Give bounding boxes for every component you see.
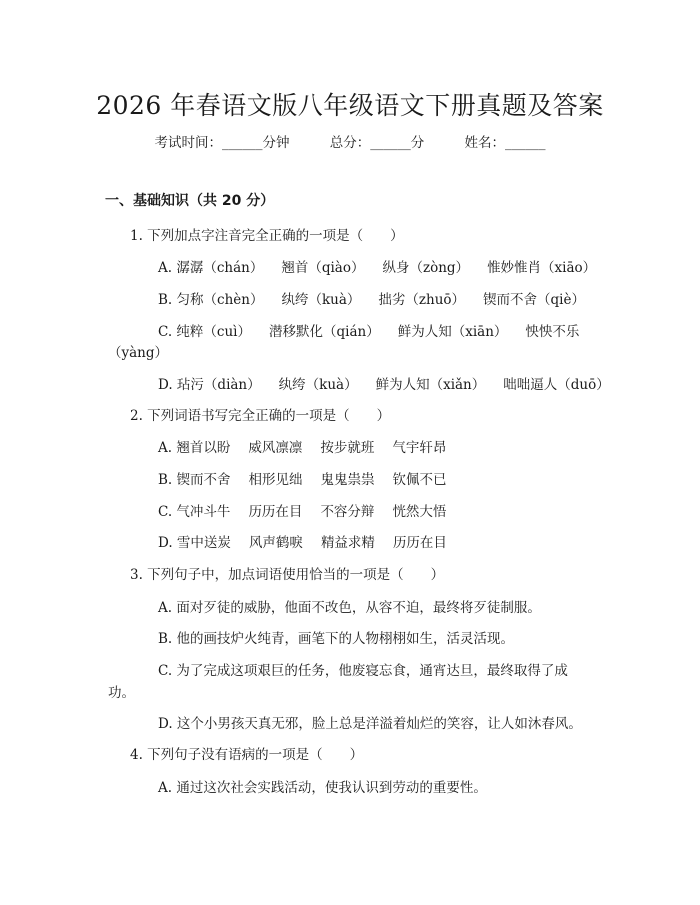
option-item: 翘首（qiào） [281, 260, 365, 276]
option-item: 拙劣（zhuō） [378, 292, 466, 308]
option-item: 威风凛凛 [248, 440, 303, 456]
section-heading: 一、基础知识（共 20 分） [105, 193, 275, 209]
option-item: 鲜为人知（xiǎn） [375, 377, 486, 393]
option-item: 纵身（zòng） [382, 260, 470, 276]
option-item: 按步就班 [320, 440, 375, 456]
option-item: 钦佩不已 [392, 472, 447, 488]
total-score-field: 总分：______分 [329, 135, 425, 151]
option-item: 气宇轩昂 [392, 440, 447, 456]
question-1-option-c [158, 320, 579, 340]
option-item: 纨绔（kuà） [278, 377, 358, 393]
option-item: D. 玷污（diàn） [158, 377, 261, 393]
question-1-stem: 1. 下列加点字注音完全正确的一项是（ ） [130, 228, 404, 244]
question-2-option-c [158, 500, 446, 520]
question-2-stem: 2. 下列词语书写完全正确的一项是（ ） [130, 408, 391, 424]
option-item: A. 潺潺（chán） [158, 260, 264, 276]
option-item: D. 雪中送炭 [158, 535, 231, 551]
question-3-option-d: D. 这个小男孩天真无邪，脸上总是洋溢着灿烂的笑容，让人如沐春风。 [158, 716, 582, 732]
question-3-option-a: A. 面对歹徒的威胁，他面不改色，从容不迫，最终将歹徒制服。 [158, 600, 541, 616]
question-2-option-b [158, 468, 447, 488]
option-item: 历历在目 [392, 535, 447, 551]
option-item: 咄咄逼人（duō） [503, 377, 610, 393]
option-item: B. 匀称（chèn） [158, 292, 264, 308]
option-item: 潜移默化（qián） [269, 324, 380, 340]
question-3-option-b: B. 他的画技炉火纯青，画笔下的人物栩栩如生，活灵活现。 [158, 631, 515, 647]
option-item: 精益求精 [320, 535, 375, 551]
option-item: 纨绔（kuà） [281, 292, 361, 308]
option-item: 历历在目 [248, 504, 303, 520]
option-item: A. 翘首以盼 [158, 440, 231, 456]
option-item: 惟妙惟肖（xiāo） [487, 260, 597, 276]
option-item: 怏怏不乐 [525, 324, 580, 340]
option-item: C. 气冲斗牛 [158, 504, 231, 520]
option-item: 锲而不舍（qiè） [483, 292, 585, 308]
option-item: 鬼鬼祟祟 [320, 472, 375, 488]
exam-info [0, 131, 700, 151]
question-3-stem: 3. 下列句子中，加点词语使用恰当的一项是（ ） [130, 567, 445, 583]
option-item: 相形见绌 [248, 472, 303, 488]
option-item: B. 锲而不舍 [158, 472, 231, 488]
question-2-option-d [158, 531, 447, 551]
question-3-option-c: C. 为了完成这项艰巨的任务，他废寝忘食，通宵达旦，最终取得了成 [158, 663, 568, 679]
question-1-option-a [158, 256, 596, 276]
question-3-option-c-continued: 功。 [108, 685, 135, 701]
question-4-option-a: A. 通过这次社会实践活动，使我认识到劳动的重要性。 [158, 780, 487, 796]
question-1-option-d [158, 373, 610, 393]
option-item: 风声鹤唳 [248, 535, 303, 551]
question-4-stem: 4. 下列句子没有语病的一项是（ ） [130, 747, 364, 763]
page-title: 2026 年春语文版八年级语文下册真题及答案 [96, 91, 604, 120]
question-2-option-a [158, 436, 446, 456]
option-item: 恍然大悟 [392, 504, 447, 520]
option-item: C. 纯粹（cuì） [158, 324, 252, 340]
option-item: 鲜为人知（xiān） [397, 324, 508, 340]
question-1-option-b [158, 288, 585, 308]
exam-time-field: 考试时间：______分钟 [154, 135, 290, 151]
question-1-option-c-continued: （yàng） [108, 345, 169, 361]
option-item: 不容分辩 [320, 504, 375, 520]
student-name-field: 姓名：______ [464, 135, 546, 151]
